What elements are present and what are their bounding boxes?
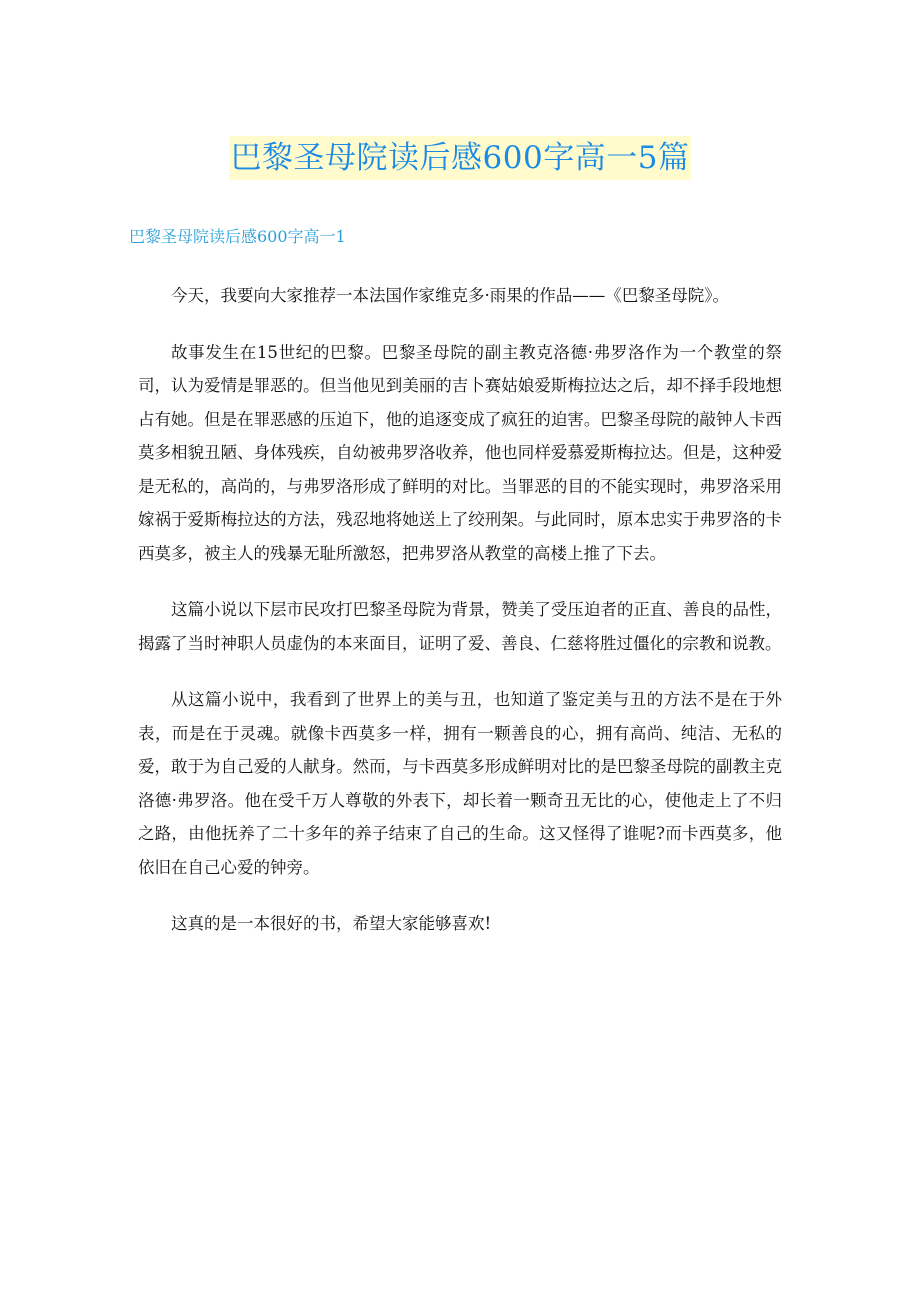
article-body [138, 279, 782, 964]
title-container [0, 136, 920, 180]
paragraph-story: 故事发生在15世纪的巴黎。巴黎圣母院的副主教克洛德·弗罗洛作为一个教堂的祭司，认为爱情是罪恶的。但当他见到美丽的吉卜赛姑娘爱斯梅拉达之后，却不择手段地想占有她。但是在罪恶感的压迫下，他的追逐变成了疯狂的迫害。巴黎圣母院的敲钟人卡西莫多相貌丑陋、身体残疾，自幼被弗罗洛收养，他也同样爱慕爱斯梅拉达。但是，这种爱是无私的，高尚的，与弗罗洛形成了鲜明的对比。当罪恶的目的不能实现时，弗罗洛采用嫁祸于爱斯梅拉达的方法，残忍地将她送上了绞刑架。与此同时，原本忠实于弗罗洛的卡西莫多，被主人的残暴无耻所激怒，把弗罗洛从教堂的高楼上推了下去。 [138, 342, 782, 563]
paragraph-intro: 今天，我要向大家推荐一本法国作家维克多·雨果的作品——《巴黎圣母院》。 [171, 286, 729, 305]
paragraph-reflection: 从这篇小说中，我看到了世界上的美与丑，也知道了鉴定美与丑的方法不是在于外表，而是在于灵魂。就像卡西莫多一样，拥有一颗善良的心，拥有高尚、纯洁、无私的爱，敢于为自己爱的人献身。然而，与卡西莫多形成鲜明对比的是巴黎圣母院的副教主克洛德·弗罗洛。他在受千万人尊敬的外表下，却长着一颗奇丑无比的心，使他走上了不归之路，由他抚养了二十多年的养子结束了自己的生命。这又怪得了谁呢?而卡西莫多，他依旧在自己心爱的钟旁。 [138, 690, 782, 877]
section-heading: 巴黎圣母院读后感600字高一1 [129, 227, 346, 246]
paragraph-theme: 这篇小说以下层市民攻打巴黎圣母院为背景，赞美了受压迫者的正直、善良的品性，揭露了当时神职人员虚伪的本来面目，证明了爱、善良、仁慈将胜过僵化的宗教和说教。 [138, 600, 782, 653]
document-title: 巴黎圣母院读后感600字高一5篇 [229, 136, 692, 180]
paragraph-conclusion: 这真的是一本很好的书，希望大家能够喜欢! [171, 914, 492, 933]
